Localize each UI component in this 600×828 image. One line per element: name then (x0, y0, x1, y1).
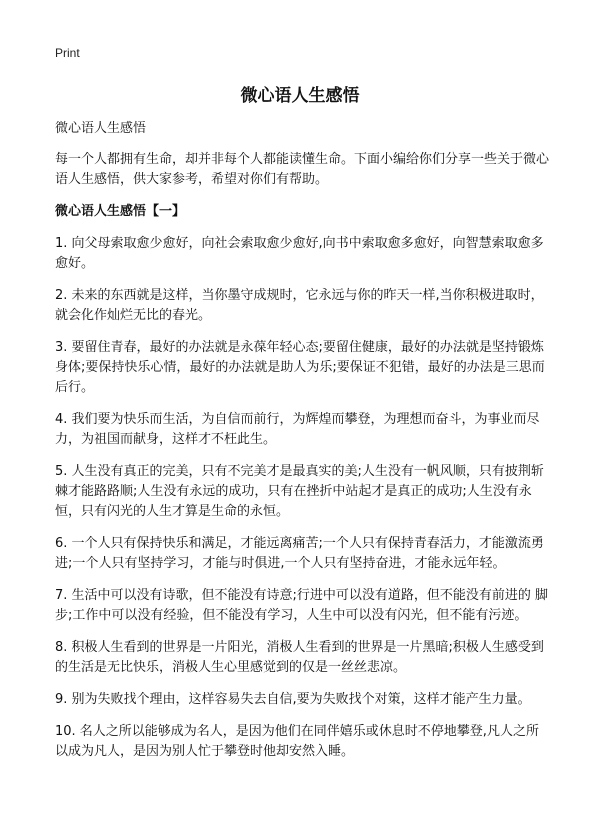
article-subtitle: 微心语人生感悟 (55, 121, 147, 136)
list-item: 7. 生活中可以没有诗歌，但不能没有诗意;行进中可以没有道路，但不能没有前进的 脚步;工作中可以没有经验，但不能没有学习，人生中可以没有闪光，但不能有污迹。 (55, 588, 549, 623)
list-item: 9. 别为失败找个理由，这样容易失去自信,要为失败找个对策，这样才能产生力量。 (55, 692, 531, 707)
intro-paragraph: 每一个人都拥有生命，却并非每个人都能读懂生命。下面小编给你们分享一些关于微心语人生感悟，供大家参考，希望对你们有帮助。 (55, 152, 550, 187)
page-title: 微心语人生感悟 (240, 86, 360, 106)
section-heading: 微心语人生感悟【一】 (55, 204, 186, 219)
print-link[interactable]: Print (55, 46, 80, 60)
list-item: 10. 名人之所以能够成为名人，是因为他们在同伴嬉乐或休息时不停地攀登,凡人之所以成为凡人，是因为别人忙于攀登时他却安然入睡。 (55, 724, 539, 759)
list-item: 5. 人生没有真正的完美，只有不完美才是最真实的美;人生没有一帆风顺，只有披荆斩棘才能路路顺;人生没有永远的成功，只有在挫折中站起才是真正的成功;人生没有永恒，只有闪光的人生才算是生命的永恒。 (55, 464, 544, 519)
list-item: 6. 一个人只有保持快乐和满足，才能远离痛苦;一个人只有保持青春活力，才能激流勇进;一个人只有坚持学习，才能与时俱进,一个人只有坚持奋进，才能永远年轻。 (55, 536, 544, 571)
list-item: 8. 积极人生看到的世界是一片阳光，消极人生看到的世界是一片黑暗;积极人生感受到的生活是无比快乐，消极人生心里感觉到的仅是一丝丝悲凉。 (55, 640, 544, 675)
list-item: 1. 向父母索取愈少愈好，向社会索取愈少愈好,向书中索取愈多愈好，向智慧索取愈多愈好。 (55, 236, 544, 271)
list-item: 3. 要留住青春，最好的办法就是永葆年轻心态;要留住健康，最好的办法就是坚持锻炼身体;要保持快乐心情，最好的办法就是助人为乐;要保证不犯错，最好的办法是三思而后行。 (55, 340, 545, 395)
list-item: 2. 未来的东西就是这样，当你墨守成规时，它永远与你的昨天一样,当你积极进取时，就会化作灿烂无比的春光。 (55, 288, 544, 323)
article-body (55, 119, 550, 774)
list-item: 4. 我们要为快乐而生活，为自信而前行，为辉煌而攀登，为理想而奋斗，为事业而尽力，为祖国而献身，这样才不枉此生。 (55, 412, 540, 447)
